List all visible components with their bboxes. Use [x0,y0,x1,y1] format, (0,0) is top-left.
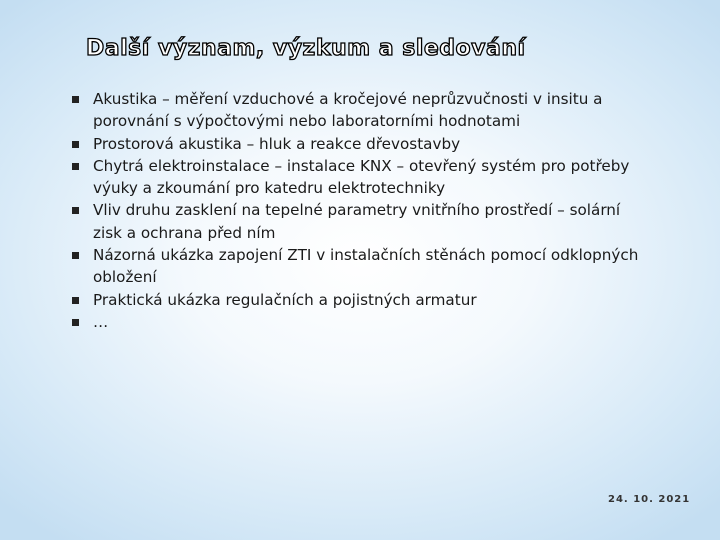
bullet-text: Akustika – měření vzduchové a kročejové neprůzvučnosti v insitu a porovnání s výpočtovými nebo laboratorními hodnotami [93,90,603,131]
bullet-item [72,311,652,333]
bullet-square-icon [72,297,79,304]
bullet-list [72,88,652,333]
bullet-item [72,199,652,244]
bullet-text: Praktická ukázka regulačních a pojistných armatur [93,290,477,309]
bullet-item [72,133,652,155]
bullet-square-icon [72,96,79,103]
bullet-item [72,88,652,133]
bullet-text: Chytrá elektroinstalace – instalace KNX – otevřený systém pro potřeby výuky a zkoumání pro katedru elektrotechniky [93,156,630,198]
bullet-item [72,244,652,289]
bullet-text: Názorná ukázka zapojení ZTI v instalačních stěnách pomocí odklopných obložení [93,246,639,287]
bullet-text: Prostorová akustika – hluk a reakce dřevostavby [93,134,461,153]
bullet-square-icon [72,207,79,214]
bullet-item [72,155,652,200]
bullet-square-icon [72,252,79,259]
bullet-item [72,289,652,311]
bullet-square-icon [72,141,79,148]
bullet-text: Vliv druhu zasklení na tepelné parametry vnitřního prostředí – solární zisk a ochrana před ním [93,201,621,242]
slide-date: 24. 10. 2021 [608,494,691,505]
bullet-square-icon [72,163,79,170]
bullet-square-icon [72,319,79,326]
slide-title: Další význam, výzkum a sledování [86,36,526,61]
bullet-text: … [93,312,109,331]
